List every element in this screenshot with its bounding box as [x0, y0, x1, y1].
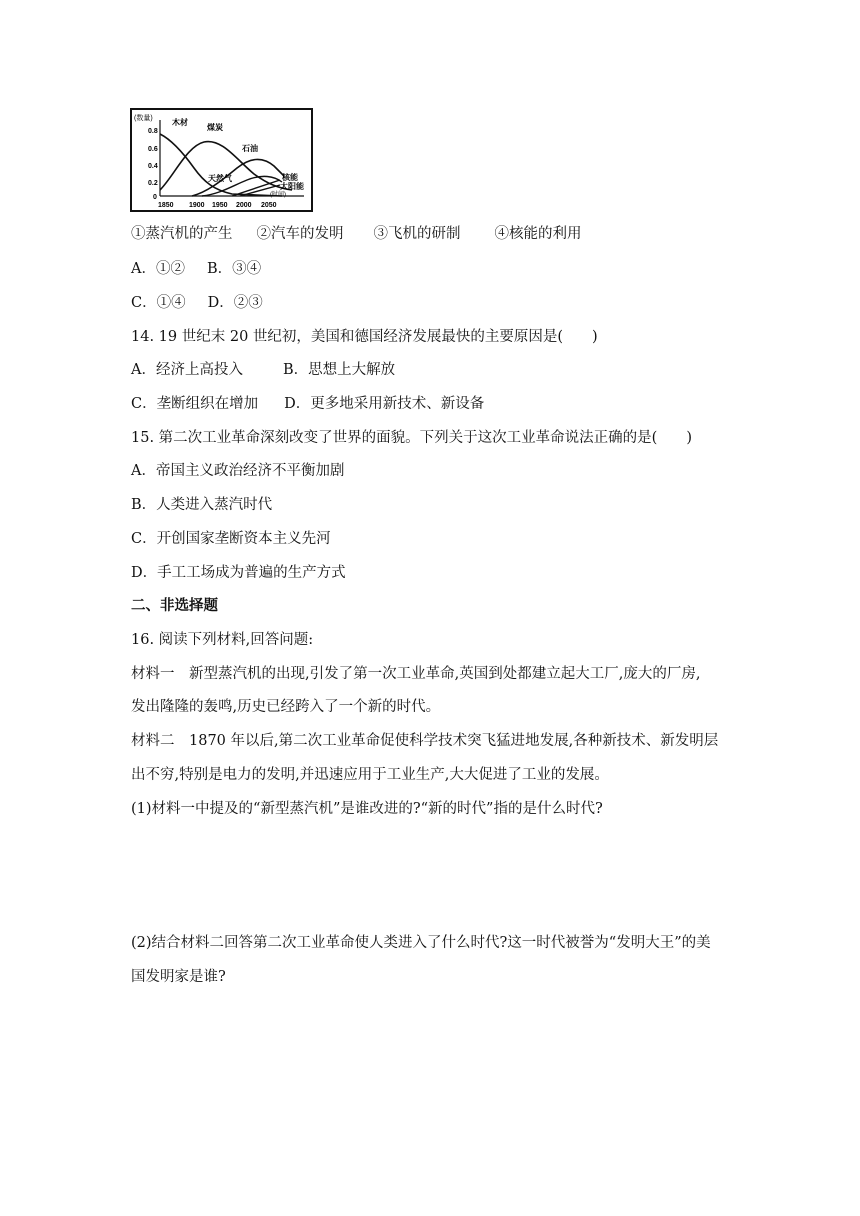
y-tick-label: 0: [153, 194, 157, 201]
q15-option-b: [131, 495, 272, 515]
q14-options-row1: [131, 360, 395, 380]
q14-stem: 14. 19 世纪末 20 世纪初，美国和德国经济发展最快的主要原因是( ): [131, 329, 598, 345]
x-tick-label: 2050: [261, 202, 277, 209]
x-axis-label: (时间): [270, 192, 286, 198]
q16-sub1: (1)材料一中提及的“新型蒸汽机”是谁改进的?“新的时代”指的是什么时代?: [131, 801, 603, 817]
q16-material2-line1: 材料二 1870 年以后,第二次工业革命促使科学技术突飞猛进地发展,各种新技术、新发明层: [131, 733, 719, 749]
x-tick-label: 1850: [158, 202, 174, 209]
option-letter: B．: [206, 261, 233, 277]
option-letter: D．: [207, 295, 234, 311]
option-text: ①②: [155, 261, 185, 277]
oil-label: 石油: [242, 144, 258, 153]
q16-material1-line1: 材料一 新型蒸汽机的出现,引发了第一次工业革命,英国到处都建立起大工厂,庞大的厂房,: [131, 666, 701, 682]
solar-label: 太阳能: [280, 182, 304, 191]
q14-options-row2: [131, 394, 484, 414]
option-letter: D．: [284, 396, 311, 412]
option-letter: B．: [131, 497, 157, 513]
option-text: 人类进入蒸汽时代: [156, 497, 273, 513]
q13-item: ①蒸汽机的产生: [131, 226, 233, 242]
q15-option-c: [131, 529, 331, 549]
q13-item: ③飞机的研制: [373, 226, 461, 242]
q15-option-a: [131, 461, 344, 481]
q16-material2-line2: 出不穷,特别是电力的发明,并迅速应用于工业生产,大大促进了工业的发展。: [131, 767, 609, 783]
q15-stem: 15. 第二次工业革命深刻改变了世界的面貌。下列关于这次工业革命说法正确的是( ): [131, 430, 692, 446]
option-text: ③④: [232, 261, 262, 277]
x-tick-label: 1900: [189, 202, 205, 209]
q16-sub2-line1: (2)结合材料二回答第二次工业革命使人类进入了什么时代?这一时代被誉为“发明大王”的美: [131, 935, 711, 951]
y-tick-label: 0.8: [148, 128, 158, 135]
energy-chart-svg: [132, 110, 311, 210]
x-tick-label: 1950: [212, 202, 228, 209]
option-letter: D．: [131, 565, 158, 581]
q16-material1-line2: 发出隆隆的轰鸣,历史已经跨入了一个新的时代。: [131, 699, 441, 715]
option-letter: A．: [131, 463, 156, 479]
energy-chart-figure: [130, 108, 313, 212]
q13-options-row1: [131, 259, 261, 279]
section-heading: 二、非选择题: [131, 597, 218, 614]
option-text: 思想上大解放: [308, 362, 396, 378]
q13-items: [131, 224, 582, 244]
option-text: 经济上高投入: [155, 362, 243, 378]
coal-label: 煤炭: [207, 123, 223, 132]
q16-stem: 16. 阅读下列材料,回答问题:: [131, 632, 314, 648]
option-letter: A．: [131, 261, 156, 277]
y-tick-label: 0.4: [148, 163, 158, 170]
option-text: ①④: [156, 295, 186, 311]
option-text: 更多地采用新技术、新设备: [310, 396, 485, 412]
wood-label: 木材: [172, 118, 188, 127]
option-text: 开创国家垄断资本主义先河: [156, 531, 331, 547]
option-letter: B．: [282, 362, 309, 378]
option-text: 垄断组织在增加: [156, 396, 259, 412]
oil-curve: [192, 159, 284, 196]
option-text: ②③: [233, 295, 263, 311]
option-letter: C．: [131, 295, 157, 311]
y-axis-label: (数量): [134, 115, 153, 122]
q13-item: ②汽车的发明: [256, 226, 344, 242]
y-tick-label: 0.6: [148, 146, 158, 153]
x-tick-label: 2000: [236, 202, 252, 209]
q16-sub2-line2: 国发明家是谁?: [131, 969, 226, 985]
q13-options-row2: [131, 293, 263, 313]
gas-label: 天然气: [208, 174, 232, 183]
y-tick-label: 0.2: [148, 180, 158, 187]
option-letter: C．: [131, 531, 157, 547]
q15-option-d: [131, 563, 346, 583]
option-letter: C．: [131, 396, 157, 412]
q13-item: ④核能的利用: [494, 226, 582, 242]
option-letter: A．: [131, 362, 156, 378]
nuclear-label: 核能: [282, 173, 298, 182]
option-text: 帝国主义政治经济不平衡加剧: [155, 463, 345, 479]
option-text: 手工工场成为普遍的生产方式: [157, 565, 346, 581]
